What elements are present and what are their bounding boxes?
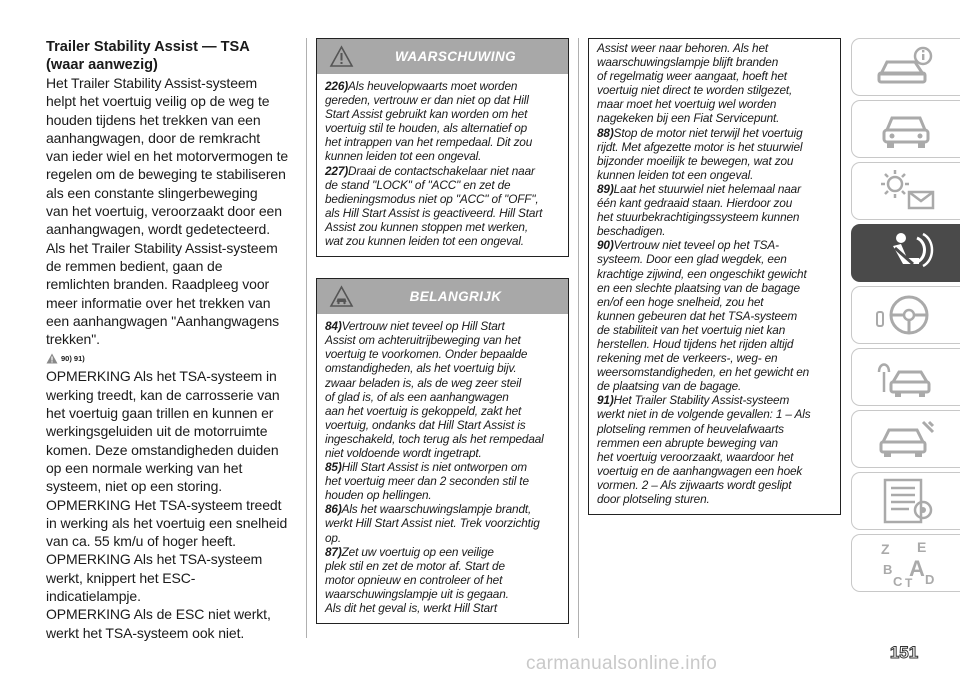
- text-line: herstellen. Houd tijdens het rijden altijd: [597, 336, 794, 351]
- text-line: aanhangwagen, wordt gedetecteerd.: [46, 221, 270, 238]
- text-line: of regelmatig weer aangaat, hoeft het: [597, 69, 787, 84]
- note-number: 227): [325, 163, 349, 178]
- text-line: of glad is, of als een aanhangwagen: [325, 389, 509, 404]
- text-line: niet voldoende wordt ingetrapt.: [325, 445, 482, 460]
- intro-paragraph: [46, 74, 298, 348]
- warning-title: WAARSCHUWING: [394, 49, 517, 64]
- warning-triangle-icon: [329, 45, 354, 69]
- watermark: carmanualsonline.info: [526, 653, 718, 674]
- text-line: werkt Hill Start Assist niet. Trek voorzichtig: [325, 516, 540, 531]
- text-line: Zet uw voertuig op een veilige: [341, 544, 494, 559]
- car-front-icon[interactable]: [851, 100, 960, 158]
- notices-continued-column: [588, 38, 841, 515]
- text-line: plotseling remmen of heuvelafwaarts: [597, 421, 784, 436]
- text-line: voertuig niet direct te worden stilgezet,: [597, 83, 793, 98]
- important-item: [325, 319, 562, 460]
- text-line: weersomstandigheden, en het gewicht en: [597, 365, 810, 380]
- important-item: [597, 393, 834, 506]
- text-line: Als heuvelopwaarts moet worden: [348, 79, 518, 93]
- important-header: [317, 279, 568, 314]
- text-line: Assist om achteruitrijbeweging van het: [325, 333, 521, 348]
- warning-triangle-icon: [46, 353, 58, 364]
- text-line: van het voertuig, veroorzaakt door een: [46, 203, 282, 220]
- car-info-icon: [871, 42, 941, 92]
- text-line: OPMERKING Als de ESC niet werkt,: [46, 606, 271, 623]
- continued-text: [597, 41, 834, 126]
- text-line: Assist weer naar behoren. Als het: [597, 41, 769, 55]
- text-line: en/of een hoge snelheid, zou het: [597, 294, 764, 309]
- text-line: het voertuig meer dan 2 seconden stil te: [325, 474, 529, 489]
- text-line: zwaar beladen is, als de weg zeer steil: [325, 375, 522, 390]
- alphabetical-index-icon: [871, 538, 941, 588]
- important-item: [597, 182, 834, 238]
- alphabetical-index-icon[interactable]: [851, 534, 960, 592]
- text-line: bijzonder moeilijk te bewegen, wat zou: [597, 153, 794, 168]
- note-number: 226): [325, 79, 349, 93]
- text-line: de plaatsing van de bagage.: [597, 379, 742, 394]
- text-line: op.: [325, 530, 341, 545]
- important-item: [325, 460, 562, 502]
- text-line: Assist zou kunnen stoppen met werken,: [325, 219, 528, 234]
- text-line: waarschuwingslampje blijft branden: [597, 55, 779, 70]
- text-line: in werking als het voertuig een snelheid: [46, 514, 288, 531]
- text-line: Vertrouw niet teveel op het TSA-: [613, 238, 779, 253]
- index-letter: B: [883, 562, 893, 577]
- text-line: als een constante slingerbeweging: [46, 184, 258, 201]
- steering-wheel-icon: [871, 290, 941, 340]
- important-title: BELANGRIJK: [409, 289, 502, 305]
- note-number: 89): [597, 181, 614, 196]
- note-number: 87): [325, 544, 342, 559]
- text-line: Als dit het geval is, werkt Hill Start: [325, 601, 497, 615]
- note-number: 90): [597, 238, 614, 253]
- text-line: rijdt. Met afgezette motor is het stuurwiel: [597, 139, 803, 154]
- warning-item: [325, 164, 562, 249]
- text-line: voertuig, ondanks dat Hill Start Assist is: [325, 417, 526, 432]
- text-line: werkt niet in de volgende gevallen: 1 – Als: [597, 407, 811, 422]
- section-title: [46, 38, 298, 74]
- text-line: de remmen bedient, gaan de: [46, 257, 223, 274]
- text-line: één kant gedraaid staan. Hierdoor zou: [597, 196, 793, 211]
- maintenance-car-icon: [871, 414, 941, 464]
- text-line: van ieder wiel en het motorvermogen te: [46, 148, 289, 165]
- text-line: Het Trailer Stability Assist-systeem: [613, 393, 790, 408]
- important-item: [597, 126, 834, 182]
- text-line: Vertrouw niet teveel op Hill Start: [341, 319, 505, 334]
- text-line: OPMERKING Het TSA-systeem treedt: [46, 496, 282, 513]
- text-line: systeem. Door een glad wegdek, een: [597, 252, 787, 267]
- notes-paragraph: [46, 367, 298, 641]
- maintenance-car-icon[interactable]: [851, 410, 960, 468]
- text-line: de stand "LOCK" of "ACC" en zet de: [325, 177, 511, 192]
- text-line: voertuig te voorkomen. Onder bepaalde: [325, 347, 528, 362]
- note-number: 88): [597, 125, 614, 140]
- page-number: 151: [889, 643, 919, 662]
- warning-lights-icon: [871, 166, 941, 216]
- text-line: aan het voertuig is gekoppeld, zakt het: [325, 403, 522, 418]
- seat-safety-icon[interactable]: [851, 224, 960, 282]
- text-line: ingeschakeld, toch terug als het rempedaal: [325, 431, 544, 446]
- text-line: remmen een abrupte beweging van: [597, 435, 778, 450]
- warning-references: [46, 350, 298, 366]
- text-line: Draai de contactschakelaar niet naar: [348, 163, 535, 178]
- text-line: maar moet het voertuig wel worden: [597, 97, 777, 112]
- important-box: [316, 278, 569, 624]
- text-line: het voertuig veroorzaakt, waardoor het: [597, 449, 794, 464]
- text-line: komen. Deze omstandigheden duiden: [46, 441, 279, 458]
- important-item: [325, 545, 562, 615]
- warning-lights-icon[interactable]: [851, 162, 960, 220]
- text-line: werkt het TSA-systeem ook niet.: [46, 624, 245, 641]
- notices-column: [316, 38, 569, 624]
- text-line: werkingsgeluiden uit de motorruimte: [46, 423, 268, 440]
- text-line: indicatielampje.: [46, 588, 141, 605]
- text-line: motor opnieuw en controleer of het: [325, 572, 503, 587]
- text-line: OPMERKING Als het TSA-systeem in: [46, 368, 277, 385]
- section-title-line: (waar aanwezig): [46, 57, 158, 73]
- text-line: het intrappen van het rempedaal. Dit zou: [325, 135, 533, 150]
- important-body: [317, 314, 568, 623]
- text-line: vormen. 2 – Als zijwaarts wordt geslipt: [597, 477, 792, 492]
- text-line: van ca. 55 km/u of hoger heeft.: [46, 533, 236, 550]
- main-text-column: [46, 38, 298, 642]
- important-box-continued: [588, 38, 841, 515]
- seat-safety-icon: [871, 228, 941, 278]
- text-line: Hill Start Assist is niet ontworpen om: [341, 460, 527, 475]
- car-front-icon: [871, 104, 941, 154]
- warning-box: [316, 38, 569, 257]
- note-number: 85): [325, 460, 342, 475]
- text-line: aanhangwagen, door de remkracht: [46, 129, 261, 146]
- warning-item: [325, 79, 562, 164]
- steering-wheel-icon[interactable]: [851, 286, 960, 344]
- text-line: remlichten branden. Raadpleeg voor: [46, 276, 270, 293]
- text-line: helpt het voertuig veilig op de weg te: [46, 93, 270, 110]
- text-line: werking treedt, kan de carrosserie van: [46, 386, 280, 403]
- index-letter: A: [909, 556, 925, 581]
- text-line: beschadigen.: [597, 224, 666, 239]
- column-divider: [578, 38, 579, 638]
- specifications-list-icon: [871, 476, 941, 526]
- text-line: een aanhangwagen "Aanhangwagens: [46, 312, 280, 329]
- index-letter: D: [925, 572, 935, 587]
- important-item: [325, 502, 562, 544]
- text-line: Als het waarschuwingslampje brandt,: [341, 502, 532, 517]
- text-line: kunnen leiden tot een ongeval.: [325, 149, 482, 164]
- car-emergency-icon: [871, 352, 941, 402]
- text-line: trekken".: [46, 331, 100, 348]
- section-title-line: Trailer Stability Assist — TSA: [46, 39, 250, 55]
- index-letter: E: [917, 539, 927, 555]
- note-number: 86): [325, 502, 342, 517]
- text-line: als Hill Start Assist is geactiveerd. Hill Start: [325, 205, 543, 220]
- text-line: Start Assist gebruikt kan worden om het: [325, 107, 528, 122]
- text-line: Als het Trailer Stability Assist-systeem: [46, 239, 278, 256]
- text-line: Laat het stuurwiel niet helemaal naar: [613, 181, 801, 196]
- text-line: voertuig en de aanhangwagen een hoek: [597, 463, 803, 478]
- warning-header: [317, 39, 568, 74]
- index-letter: T: [905, 576, 913, 588]
- text-line: rekening met de verkeers-, weg- en: [597, 351, 778, 366]
- text-line: meer informatie over het trekken van: [46, 294, 271, 311]
- text-line: Stop de motor niet terwijl het voertuig: [613, 125, 803, 140]
- text-line: werkt, knippert het ESC-: [46, 569, 196, 586]
- text-line: nagekeken bij een Fiat Servicepunt.: [597, 111, 780, 126]
- text-line: en een slechte plaatsing van de bagage: [597, 280, 800, 295]
- text-line: kunnen leiden tot een ongeval.: [597, 167, 754, 182]
- text-line: regelen om de beweging te stabiliseren: [46, 166, 286, 183]
- car-info-icon[interactable]: [851, 38, 960, 96]
- note-number: 84): [325, 319, 342, 334]
- text-line: gereden, vertrouw er dan niet op dat Hill: [325, 93, 529, 108]
- text-line: Het Trailer Stability Assist-systeem: [46, 75, 258, 91]
- text-line: kunnen gebeuren dat het TSA-systeem: [597, 308, 798, 323]
- text-line: houden op hellingen.: [325, 488, 432, 503]
- text-line: krachtige zijwind, een ongeschikt gewicht: [597, 266, 807, 281]
- text-line: het voertuig gaan trillen en kunnen er: [46, 405, 274, 422]
- reference-numbers: 90) 91): [61, 353, 85, 363]
- text-line: waarschuwingslampje uit is gegaan.: [325, 586, 509, 601]
- car-emergency-icon[interactable]: [851, 348, 960, 406]
- warning-body: [317, 74, 568, 256]
- text-line: houden tijdens het trekken van een: [46, 111, 261, 128]
- important-body-continued: [589, 39, 840, 514]
- text-line: voertuig stil te houden, als alternatief op: [325, 121, 528, 136]
- column-divider: [306, 38, 307, 638]
- index-letter: C: [893, 574, 903, 588]
- text-line: bedieningsmodus niet op "ACC" of "OFF",: [325, 191, 539, 206]
- car-caution-icon: [329, 285, 354, 309]
- text-line: het stuurbekrachtigingssysteem kunnen: [597, 210, 800, 225]
- note-number: 91): [597, 393, 614, 408]
- text-line: omstandigheden, als het voertuig bijv.: [325, 361, 517, 376]
- index-letter: Z: [881, 541, 890, 557]
- text-line: wat zou kunnen leiden tot een ongeval.: [325, 234, 524, 249]
- text-line: de stabiliteit van het voertuig niet kan: [597, 322, 786, 337]
- text-line: OPMERKING Als het TSA-systeem: [46, 551, 263, 568]
- important-item: [597, 238, 834, 393]
- specifications-list-icon[interactable]: [851, 472, 960, 530]
- text-line: systeem, niet op een storing.: [46, 478, 223, 495]
- text-line: op een normale werking van het: [46, 459, 243, 476]
- text-line: plek stil en zet de motor af. Start de: [325, 558, 505, 573]
- text-line: door plotseling sturen.: [597, 492, 710, 506]
